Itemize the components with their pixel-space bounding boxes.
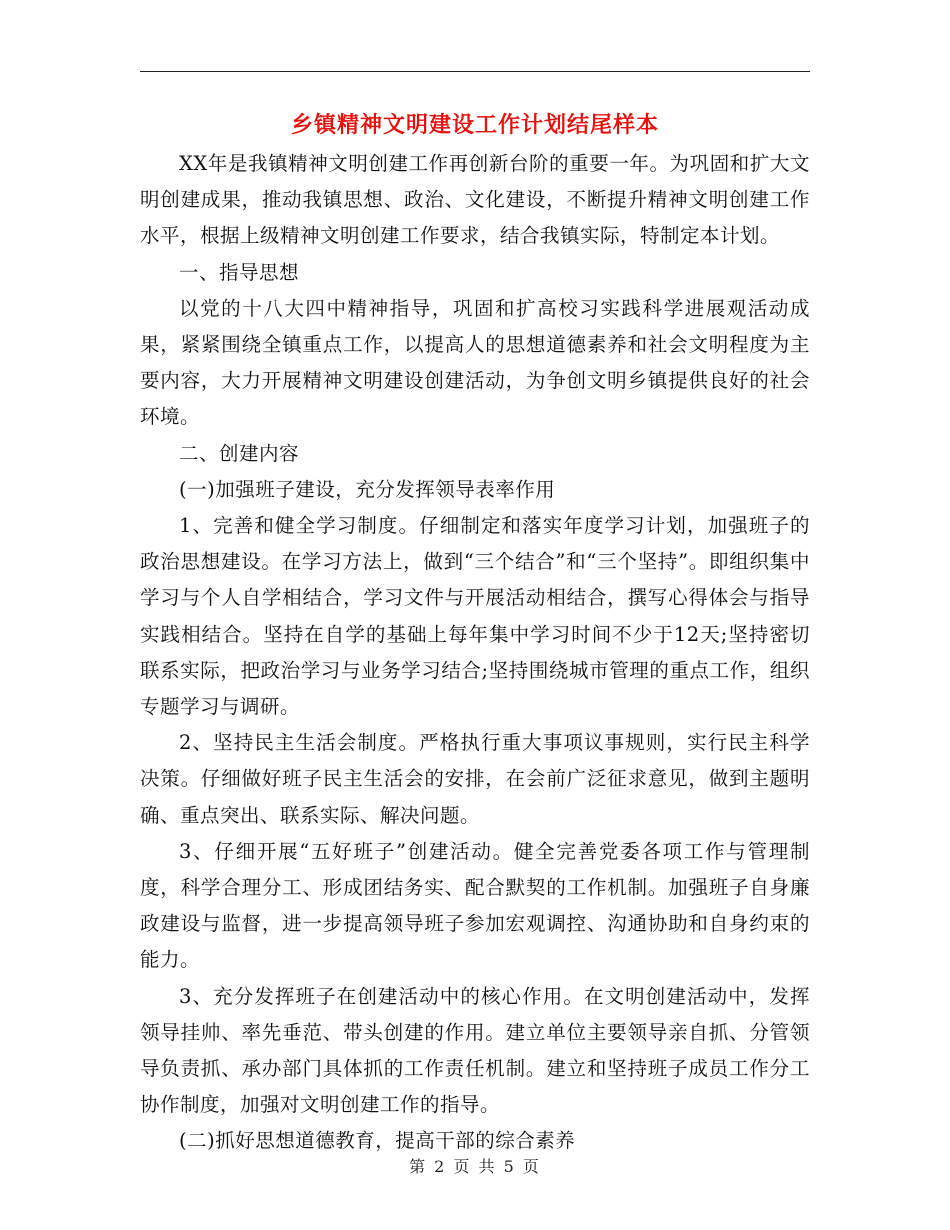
subsection-heading-moral-education: (二)抓好思想道德教育，提高干部的综合素养 [179,1129,576,1153]
header-rule [140,71,810,72]
item-democratic-life: 2、坚持民主生活会制度。严格执行重大事项议事规则，实行民主科学决策。仔细做好班子民主生活会的安排，在会前广泛征求意见，做到主题明确、重点突出、联系实际、解决问题。 [140,731,810,827]
page-number: 第 2 页 共 5 页 [409,1157,541,1176]
item-study-system: 1、完善和健全学习制度。仔细制定和落实年度学习计划，加强班子的政治思想建设。在学习方法上，做到“三个结合”和“三个坚持”。即组织集中学习与个人自学相结合，学习文件与开展活动相结合，撰写心得体会与指导实践相结合。坚持在自学的基础上每年集中学习时间不少于12天;坚持密切联系实际，把政治学习与业务学习结合;坚持围绕城市管理的重点工作，组织专题学习与调研。 [140,514,810,719]
intro-paragraph: XX年是我镇精神文明创建工作再创新台阶的重要一年。为巩固和扩大文明创建成果，推动我镇思想、政治、文化建设，不断提升精神文明创建工作水平，根据上级精神文明创建工作要求，结合我镇实际，特制定本计划。 [140,152,810,248]
document-title: 乡镇精神文明建设工作计划结尾样本 [290,112,659,138]
section-heading-guiding-thought: 一、指导思想 [179,260,300,284]
item-five-good-team: 3、仔细开展“五好班子”创建活动。健全完善党委各项工作与管理制度，科学合理分工、形成团结务实、配合默契的工作机制。加强班子自身廉政建设与监督，进一步提高领导班子参加宏观调控、沟通协助和自身约束的能力。 [140,839,810,972]
section-heading-creation-content: 二、创建内容 [179,441,300,465]
subsection-heading-leadership: (一)加强班子建设，充分发挥领导表率作用 [179,477,556,501]
item-core-role: 3、充分发挥班子在创建活动中的核心作用。在文明创建活动中，发挥领导挂帅、率先垂范、带头创建的作用。建立单位主要领导亲自抓、分管领导负责抓、承办部门具体抓的工作责任机制。建立和坚持班子成员工作分工协作制度，加强对文明创建工作的指导。 [140,984,810,1117]
guiding-thought-paragraph: 以党的十八大四中精神指导，巩固和扩高校习实践科学进展观活动成果，紧紧围绕全镇重点工作，以提高人的思想道德素养和社会文明程度为主要内容，大力开展精神文明建设创建活动，为争创文明乡镇提供良好的社会环境。 [140,296,810,429]
document-body [140,146,810,1160]
